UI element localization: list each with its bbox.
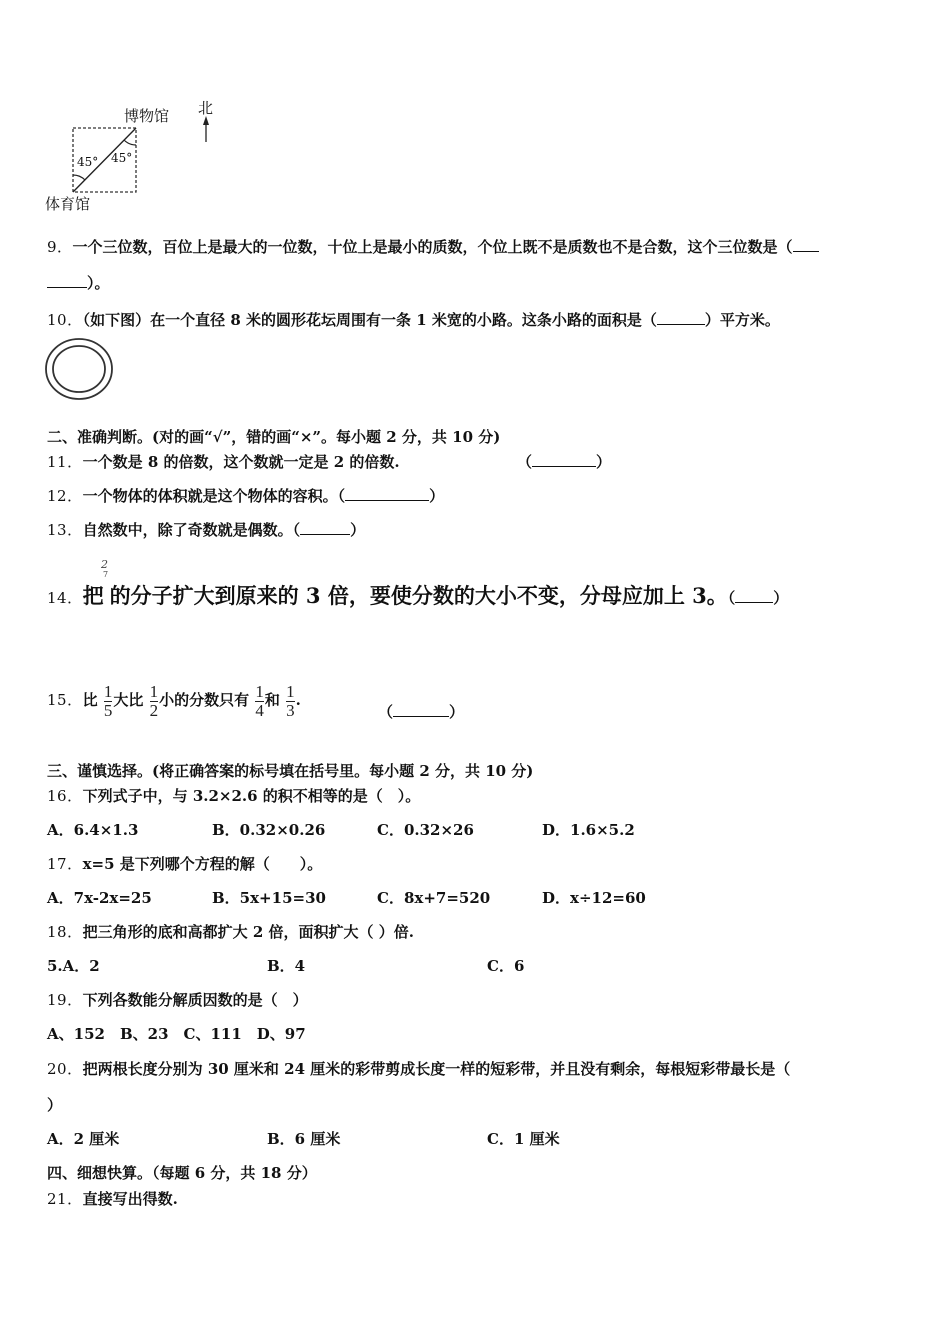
question-text: 下列各数能分解质因数的是（ ）: [82, 991, 308, 1009]
question-number: 20．: [47, 1060, 83, 1078]
section-4-title: 四、细想快算。（每题 6 分，共 18 分）: [47, 1164, 317, 1182]
question-14: [47, 580, 788, 610]
question-text: 下列式子中，与 3.2×2.6 的积不相等的是（ ）。: [82, 787, 421, 805]
fraction-numerator: 1: [255, 681, 264, 701]
fraction-1-4: [255, 683, 264, 720]
angle-right-label: 45°: [111, 151, 133, 165]
answer-blank[interactable]: [657, 312, 705, 325]
question-number: 15．: [47, 691, 83, 709]
question-14-fraction-denominator: 7: [103, 570, 109, 579]
close-paren: ）: [773, 589, 789, 607]
question-text-part: .: [295, 691, 301, 709]
ring-figure: [44, 337, 116, 405]
question-number: 19．: [47, 991, 83, 1009]
option-d[interactable]: D．1.6×5.2: [542, 821, 635, 839]
question-19: [47, 989, 308, 1010]
answer-blank[interactable]: [393, 704, 449, 717]
option-b[interactable]: B．4: [267, 957, 306, 975]
option-c[interactable]: C．0.32×26: [377, 821, 474, 839]
question-text: 的分子扩大到原来的 3 倍，要使分数的大小不变，分母应加上 3。: [109, 583, 728, 608]
question-text: 把两根长度分别为 30 厘米和 24 厘米的彩带剪成长度一样的短彩带，并且没有剩余，每根短彩带最长是（: [82, 1060, 791, 1078]
question-text: 一个数是 8 的倍数，这个数就一定是 2 的倍数.: [82, 453, 400, 471]
option-a[interactable]: A．2 厘米: [47, 1130, 120, 1148]
question-number: 12．: [47, 487, 83, 505]
gym-label: 体育馆: [45, 195, 91, 213]
ring-diagram: [44, 337, 116, 401]
question-text: （如下图）在一个直径 8 米的圆形花坛周围有一条 1 米宽的小路。这条小路的面积是（: [82, 311, 657, 329]
close-paren: ）: [449, 703, 465, 721]
inner-circle: [53, 346, 105, 392]
option-b[interactable]: B．5x+15=30: [212, 889, 326, 907]
fraction-denominator: 5: [103, 700, 113, 720]
question-15: [47, 676, 301, 724]
question-number: 21．: [47, 1190, 83, 1208]
question-17: [47, 853, 322, 874]
direction-figure: [40, 95, 240, 215]
question-number: 13．: [47, 521, 83, 539]
open-paren: （: [517, 453, 533, 471]
answer-blank[interactable]: [793, 239, 819, 252]
answer-blank[interactable]: [735, 589, 773, 603]
section-3-title: 三、谨慎选择。(将正确答案的标号填在括号里。每小题 2 分，共 10 分): [47, 762, 534, 780]
open-paren: （: [378, 703, 394, 721]
close-paren: ）: [350, 521, 366, 539]
fraction-numerator: 1: [149, 681, 159, 701]
answer-blank[interactable]: [345, 488, 429, 501]
question-18: [47, 921, 414, 942]
question-9-continued: [47, 272, 110, 293]
question-20-end: ）: [47, 1096, 63, 1114]
option-b[interactable]: B．6 厘米: [267, 1130, 341, 1148]
question-number: 9．: [47, 238, 73, 256]
angle-arc-right: [124, 140, 136, 145]
fraction-denominator: 2: [149, 700, 159, 720]
question-text: 直接写出得数.: [82, 1190, 178, 1208]
question-prefix: 把: [82, 583, 104, 608]
question-text: 自然数中，除了奇数就是偶数。（: [82, 521, 301, 539]
museum-label: 博物馆: [124, 107, 170, 125]
option-c[interactable]: C．1 厘米: [487, 1130, 560, 1148]
question-end: ）。: [87, 274, 110, 292]
question-14-fraction-numerator: 2: [101, 558, 108, 571]
question-number: 10．: [47, 311, 83, 329]
question-text: 把三角形的底和高都扩大 2 倍，面积扩大（ ）倍.: [82, 923, 414, 941]
question-text: x=5 是下列哪个方程的解（ ）。: [82, 855, 323, 873]
fraction-numerator: 1: [103, 681, 113, 701]
question-number: 17．: [47, 855, 83, 873]
north-label: 北: [198, 99, 214, 117]
option-a[interactable]: 5.A．2: [47, 957, 100, 975]
option-d[interactable]: D．x÷12=60: [542, 889, 646, 907]
option-a[interactable]: A．7x-2x=25: [47, 889, 152, 907]
question-number: 11．: [47, 453, 83, 471]
option-a[interactable]: A．6.4×1.3: [47, 821, 139, 839]
question-end: ）平方米。: [704, 311, 780, 329]
question-16: [47, 785, 420, 806]
question-number: 16．: [47, 787, 83, 805]
question-text-part: 和: [264, 691, 280, 709]
angle-left-label: 45°: [77, 155, 99, 169]
question-12: [47, 485, 444, 506]
question-11-answer: [517, 451, 611, 472]
fraction-1-5: [104, 683, 113, 720]
fraction-1-2: [150, 683, 159, 720]
answer-blank[interactable]: [47, 275, 87, 288]
close-paren: ）: [429, 487, 445, 505]
answer-blank[interactable]: [300, 522, 350, 535]
outer-circle: [46, 339, 112, 399]
option-c[interactable]: C．8x+7=520: [377, 889, 491, 907]
question-number: 18．: [47, 923, 83, 941]
question-20: [47, 1058, 790, 1079]
option-b[interactable]: B．0.32×0.26: [212, 821, 326, 839]
question-21: [47, 1188, 178, 1209]
question-text-part: 大比: [113, 691, 144, 709]
question-9: [47, 236, 819, 257]
close-paren: ）: [596, 453, 612, 471]
answer-blank[interactable]: [532, 454, 596, 467]
question-text-part: 小的分数只有: [159, 691, 250, 709]
fraction-denominator: 3: [286, 700, 295, 720]
option-c[interactable]: C．6: [487, 957, 525, 975]
fraction-numerator: 1: [286, 681, 295, 701]
question-13: [47, 519, 365, 540]
section-2-title: 二、准确判断。(对的画“√”，错的画“×”。每小题 2 分，共 10 分): [47, 428, 501, 446]
question-15-answer: [378, 701, 464, 722]
question-10: [47, 309, 780, 330]
fraction-1-3: [286, 683, 295, 720]
question-number: 14．: [47, 589, 83, 607]
open-paren: （: [727, 589, 736, 607]
question-text: 一个物体的体积就是这个物体的容积。（: [82, 487, 346, 505]
fraction-denominator: 4: [255, 700, 264, 720]
angle-arc-left: [73, 175, 85, 180]
question-text: 一个三位数，百位上是最大的一位数，十位上是最小的质数，个位上既不是质数也不是合数，这个三位数是（: [72, 238, 793, 256]
options-row[interactable]: A、152 B、23 C、111 D、97: [47, 1025, 306, 1043]
question-text-part: 比: [82, 691, 98, 709]
question-11: [47, 451, 400, 472]
